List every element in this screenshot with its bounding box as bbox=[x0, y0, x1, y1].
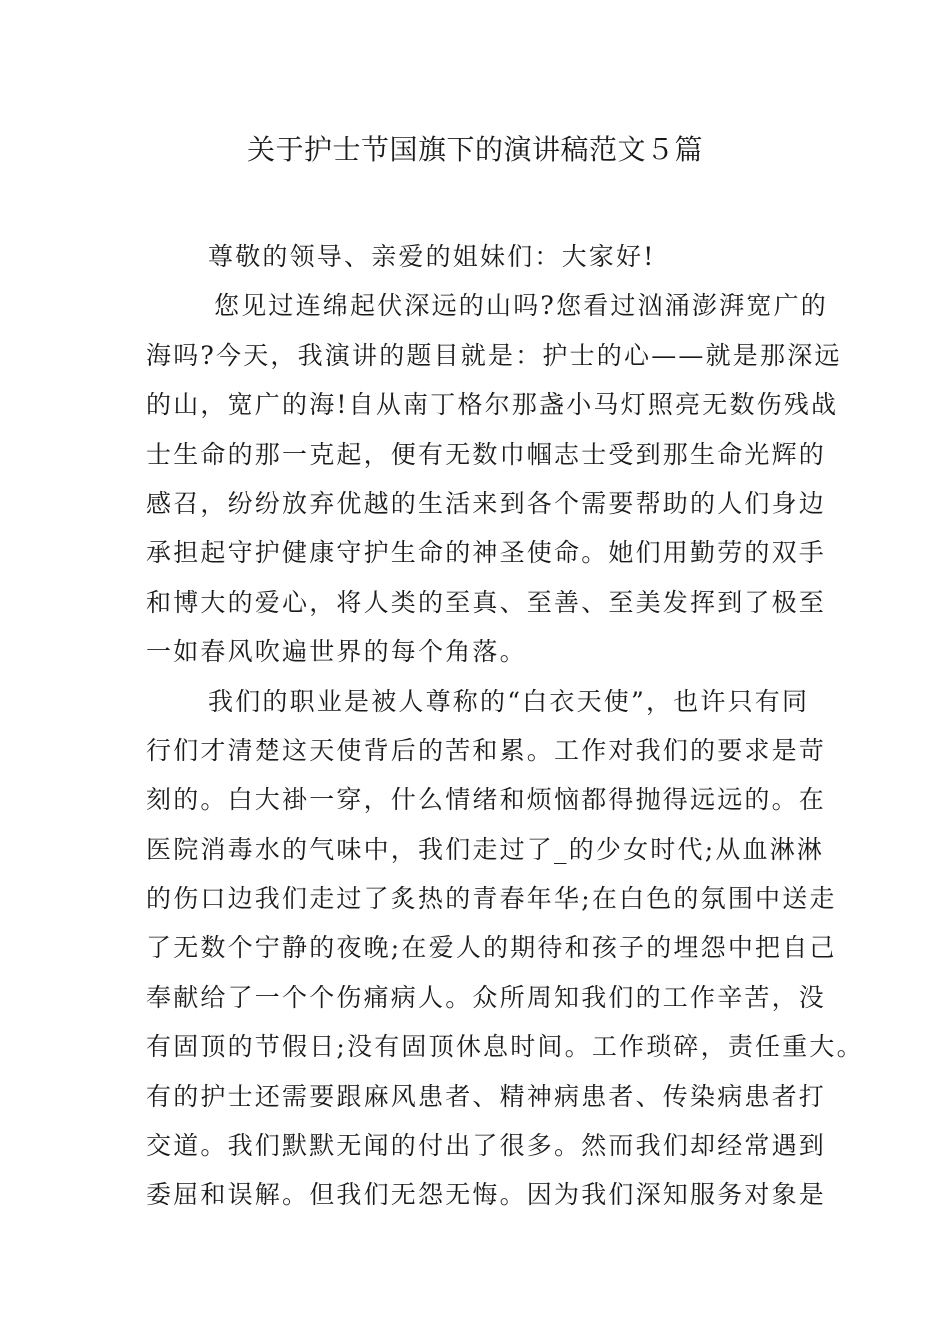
text-line: 奉献给了一个个伤痛病人。众所周知我们的工作辛苦，没 bbox=[146, 982, 827, 1012]
text-line: 有固顶的节假日;没有固顶休息时间。工作琐碎，责任重大。 bbox=[146, 1032, 864, 1062]
text-line: 刻的。白大褂一穿，什么情绪和烦恼都得抛得远远的。在 bbox=[146, 785, 827, 815]
text-line: 行们才清楚这天使背后的苦和累。工作对我们的要求是苛 bbox=[146, 735, 827, 765]
text-line: 尊敬的领导、亲爱的姐妹们：大家好! bbox=[208, 242, 656, 271]
text-line: 士生命的那一克起，便有无数巾帼志士受到那生命光辉的 bbox=[146, 439, 827, 469]
text-line: 了无数个宁静的夜晚;在爱人的期待和孩子的埋怨中把自己 bbox=[146, 933, 837, 963]
document-body bbox=[146, 232, 864, 1220]
text-line: 交道。我们默默无闻的付出了很多。然而我们却经常遇到 bbox=[146, 1131, 827, 1161]
text-line: 的山，宽广的海!自从南丁格尔那盏小马灯照亮无数伤残战 bbox=[146, 390, 839, 420]
text-line: 海吗?今天，我演讲的题目就是：护士的心——就是那深远 bbox=[146, 340, 842, 370]
document-title: 关于护士节国旗下的演讲稿范文５篇 bbox=[246, 133, 703, 166]
text-line: 医院消毒水的气味中，我们走过了_的少女时代;从血淋淋 bbox=[146, 834, 825, 864]
text-line: 和博大的爱心，将人类的至真、至善、至美发挥到了极至 bbox=[146, 587, 827, 617]
text-line: 委屈和误解。但我们无怨无悔。因为我们深知服务对象是 bbox=[146, 1180, 827, 1210]
text-line: 一如春风吹遍世界的每个角落。 bbox=[146, 637, 527, 667]
text-line: 您见过连绵起伏深远的山吗?您看过汹涌澎湃宽广的 bbox=[214, 291, 829, 321]
text-line: 有的护士还需要跟麻风患者、精神病患者、传染病患者打 bbox=[146, 1081, 827, 1111]
text-line: 承担起守护健康守护生命的神圣使命。她们用勤劳的双手 bbox=[146, 538, 827, 568]
text-line: 感召，纷纷放弃优越的生活来到各个需要帮助的人们身边 bbox=[146, 488, 827, 518]
text-line: 的伤口边我们走过了炙热的青春年华;在白色的氛围中送走 bbox=[146, 884, 837, 914]
text-line: 我们的职业是被人尊称的“白衣天使”，也许只有同 bbox=[208, 686, 810, 716]
